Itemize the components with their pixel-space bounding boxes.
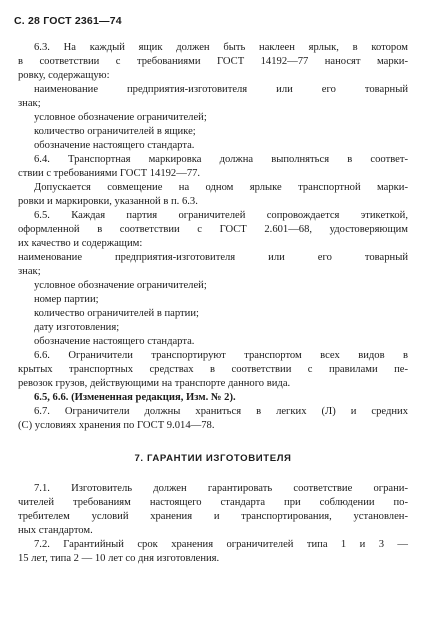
paragraph-6-4-line: ровки и маркировки, указанной в п. 6.3. (18, 196, 198, 207)
paragraph-6-6-line: ревозок грузов, действующими на транспорте данного вида. (18, 378, 291, 389)
paragraph-6-5-line: наименование предприятия-изготовителя или его товарный (18, 252, 408, 263)
amendment-note: 6.5, 6.6. (Измененная редакция, Изм. № 2). (34, 392, 236, 403)
paragraph-6-5-line: количество ограничителей в партии; (34, 308, 199, 319)
paragraph-6-5-line: их качество и содержащим: (18, 238, 143, 249)
paragraph-6-3-line: знак; (18, 98, 41, 109)
paragraph-6-3-line: наименование предприятия-изготовителя или его товарный (34, 84, 408, 95)
paragraph-6-3-line: количество ограничителей в ящике; (34, 126, 196, 137)
paragraph-7-1-line: требителем условий хранения и транспортирования, установлен- (18, 511, 408, 522)
paragraph-6-4-line: Допускается совмещение на одном ярлыке транспортной марки- (34, 182, 408, 193)
paragraph-6-5-line: дату изготовления; (34, 322, 120, 333)
paragraph-6-3-line: условное обозначение ограничителей; (34, 112, 207, 123)
paragraph-6-3-line: обозначение настоящего стандарта. (34, 140, 195, 151)
paragraph-7-2-line: 15 лет, типа 2 — 10 лет со дня изготовления. (18, 553, 220, 564)
paragraph-6-3-line: в соответствии с требованиями ГОСТ 14192—77 наносят марки- (18, 56, 408, 67)
page-header: С. 28 ГОСТ 2361—74 (14, 15, 122, 27)
paragraph-7-2-line: 7.2. Гарантийный срок хранения ограничителей типа 1 и 3 — (34, 539, 408, 550)
paragraph-6-7-line: 6.7. Ограничители должны храниться в легких (Л) и средних (34, 406, 408, 417)
paragraph-6-4-line: 6.4. Транспортная маркировка должна выполняться в соответ- (34, 154, 408, 165)
paragraph-6-3-line: 6.3. На каждый ящик должен быть наклеен ярлык, в котором (34, 42, 408, 53)
paragraph-6-5-line: оформленной в соответствии с ГОСТ 2.601—68, удостоверяющим (18, 224, 408, 235)
paragraph-6-6-line: крытых транспортных средствах в соответствии с правилами пе- (18, 364, 408, 375)
paragraph-6-5-line: условное обозначение ограничителей; (34, 280, 207, 291)
paragraph-6-5-line: 6.5. Каждая партия ограничителей сопровождается этикеткой, (34, 210, 408, 221)
paragraph-6-3-line: ровку, содержащую: (18, 70, 110, 81)
paragraph-6-6-line: 6.6. Ограничители транспортируют транспортом всех видов в (34, 350, 408, 361)
paragraph-6-5-line: обозначение настоящего стандарта. (34, 336, 195, 347)
document-body (18, 41, 408, 566)
paragraph-6-7-line: (С) условиях хранения по ГОСТ 9.014—78. (18, 420, 215, 431)
paragraph-6-4-line: ствии с требованиями ГОСТ 14192—77. (18, 168, 201, 179)
paragraph-6-5-line: знак; (18, 266, 41, 277)
paragraph-6-5-line: номер партии; (34, 294, 99, 305)
paragraph-7-1-line: ных стандартом. (18, 525, 93, 536)
paragraph-7-1-line: чителей требованиям настоящего стандарта при соблюдении по- (18, 497, 408, 508)
section-7-title: 7. ГАРАНТИИ ИЗГОТОВИТЕЛЯ (134, 453, 292, 464)
paragraph-7-1-line: 7.1. Изготовитель должен гарантировать соответствие ограни- (34, 483, 408, 494)
